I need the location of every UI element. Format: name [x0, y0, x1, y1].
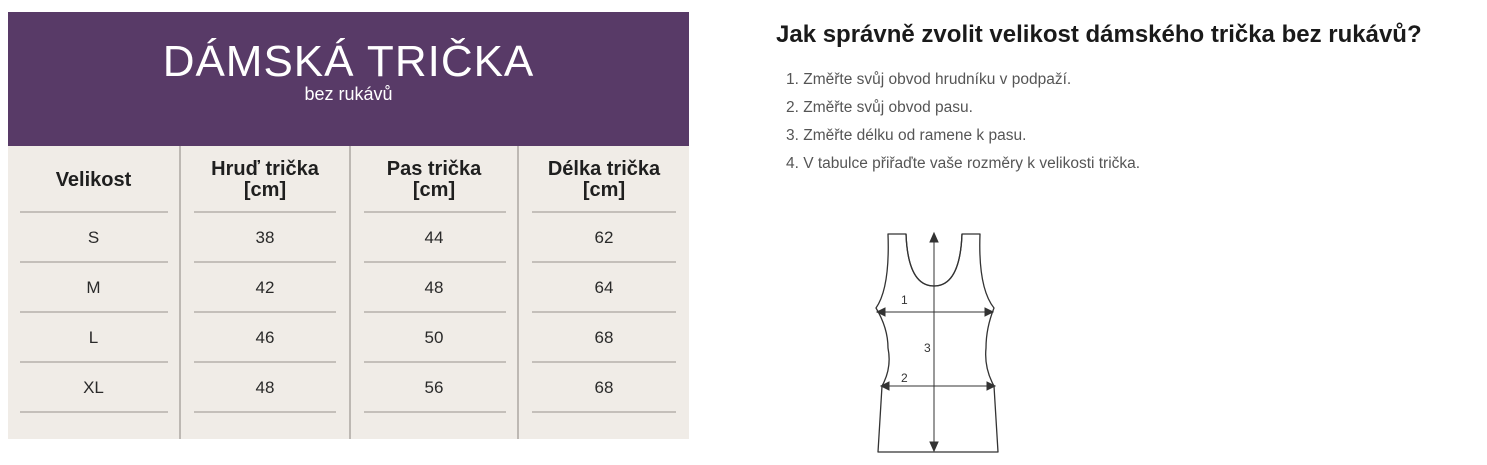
row-divider: [364, 361, 506, 363]
column-header-label: Délka trička: [547, 158, 661, 180]
row-divider: [532, 211, 676, 213]
diagram-label-length: 3: [924, 341, 931, 355]
row-divider: [194, 211, 336, 213]
column-header-label: Velikost: [55, 169, 132, 191]
row-divider: [20, 211, 168, 213]
row-divider: [194, 361, 336, 363]
table-cell-waist: 50: [424, 328, 444, 347]
row-divider: [194, 311, 336, 313]
table-cell-chest: 46: [255, 328, 275, 347]
chart-header: [8, 12, 689, 146]
chart-subtitle: bez rukávů: [304, 84, 393, 104]
size-chart: [8, 12, 689, 439]
table-cell-waist: 44: [424, 228, 444, 247]
column-header-chest: [181, 159, 349, 201]
column-header-unit: [cm]: [582, 179, 626, 201]
table-cell-length: 62: [594, 228, 614, 247]
row-divider: [194, 411, 336, 413]
row-divider: [20, 411, 168, 413]
row-divider: [364, 411, 506, 413]
column-header-size: [8, 170, 179, 191]
table-cell-waist: 48: [424, 278, 444, 297]
tank-top-measurement-icon: [868, 228, 1000, 458]
row-divider: [20, 361, 168, 363]
guide-title: Jak správně zvolit velikost dámského trička bez rukávů?: [776, 21, 1422, 48]
table-cell-chest: 42: [255, 278, 275, 297]
step-item: 1. Změřte svůj obvod hrudníku v podpaží.: [786, 71, 1072, 88]
table-cell-chest: 38: [255, 228, 275, 247]
chart-title: DÁMSKÁ TRIČKA: [162, 37, 535, 86]
row-divider: [532, 411, 676, 413]
row-divider: [20, 261, 168, 263]
row-divider: [364, 211, 506, 213]
step-item: 3. Změřte délku od ramene k pasu.: [786, 127, 1027, 144]
row-divider: [20, 311, 168, 313]
table-cell-length: 68: [594, 328, 614, 347]
table-cell-length: 64: [594, 278, 614, 297]
table-cell-size: XL: [83, 378, 104, 397]
step-item: 4. V tabulce přiřaďte vaše rozměry k velikosti trička.: [786, 155, 1141, 172]
table-cell-size: S: [87, 228, 100, 247]
column-header-unit: [cm]: [412, 179, 456, 201]
table-cell-waist: 56: [424, 378, 444, 397]
row-divider: [364, 311, 506, 313]
column-header-label: Hruď trička: [211, 158, 319, 180]
row-divider: [194, 261, 336, 263]
column-header-waist: [351, 159, 517, 201]
diagram-label-waist: 2: [901, 371, 908, 385]
table-cell-size: M: [86, 278, 101, 297]
column-header-unit: [cm]: [243, 179, 287, 201]
table-cell-size: L: [88, 328, 99, 347]
row-divider: [532, 311, 676, 313]
row-divider: [532, 361, 676, 363]
column-header-label: Pas trička: [386, 158, 482, 180]
row-divider: [364, 261, 506, 263]
table-cell-length: 68: [594, 378, 614, 397]
column-header-length: [519, 159, 689, 201]
diagram-label-chest: 1: [901, 293, 908, 307]
table-cell-chest: 48: [255, 378, 275, 397]
row-divider: [532, 261, 676, 263]
steps-list: [786, 66, 1140, 178]
step-item: 2. Změřte svůj obvod pasu.: [786, 99, 973, 116]
